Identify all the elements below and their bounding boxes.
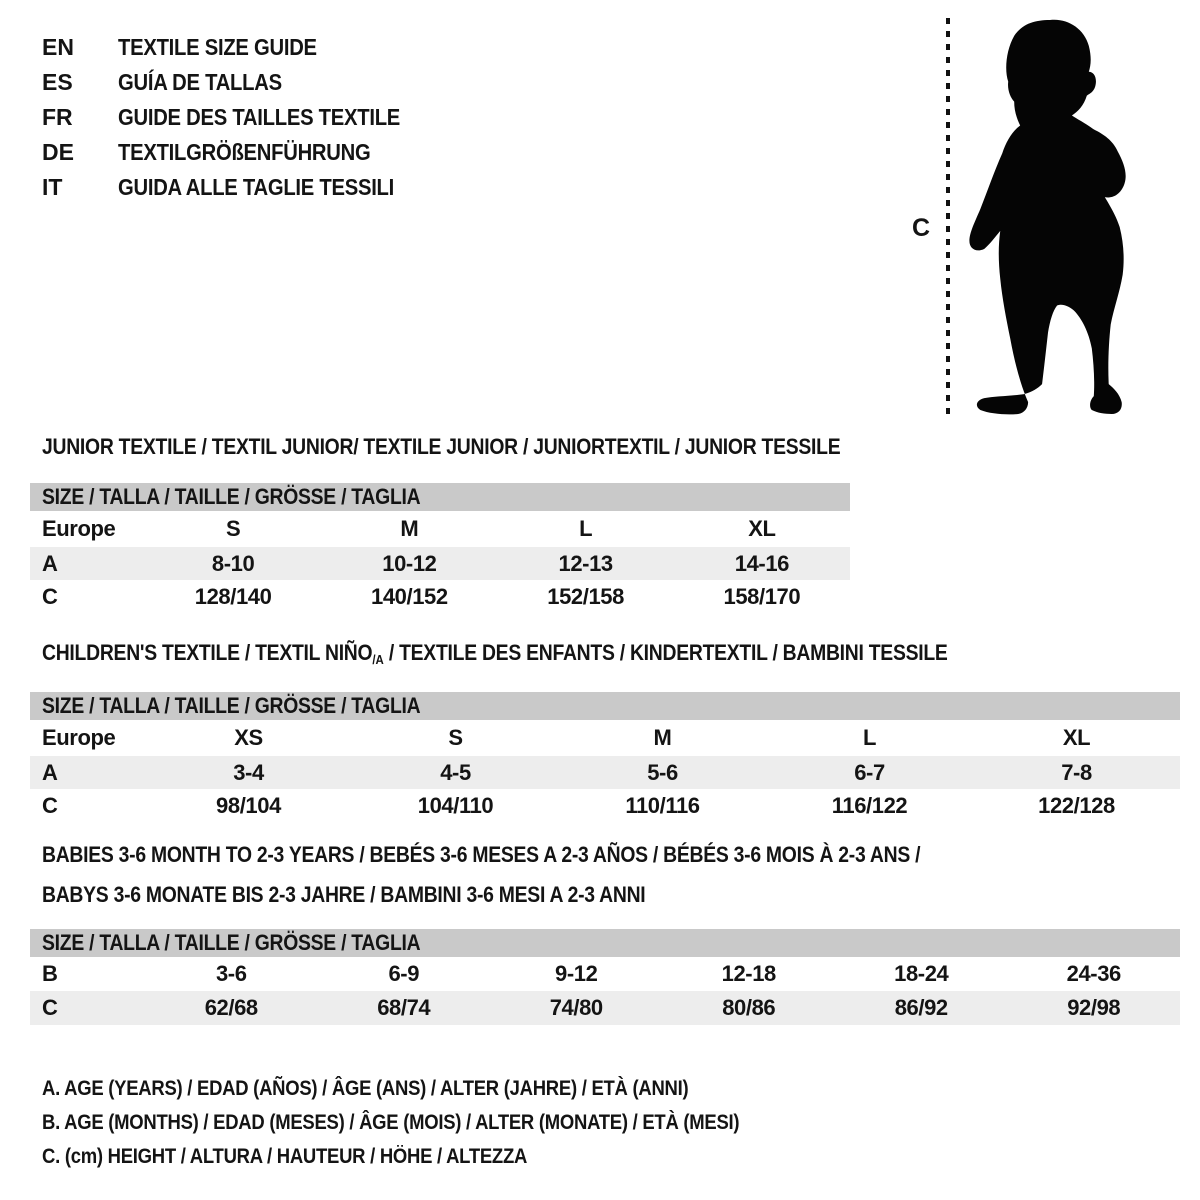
row-label: B xyxy=(42,961,58,986)
size-value: S xyxy=(225,516,241,541)
months-value: 12-18 xyxy=(721,961,776,986)
children-row-age xyxy=(30,756,1180,789)
height-value: 152/158 xyxy=(547,583,624,609)
age-value: 12-13 xyxy=(558,550,613,576)
height-value: 104/110 xyxy=(417,792,494,818)
size-value: L xyxy=(579,516,593,541)
height-value: 86/92 xyxy=(894,995,948,1020)
guide-title-en: TEXTILE SIZE GUIDE xyxy=(118,34,317,60)
size-value: XL xyxy=(1062,725,1091,750)
legend-age-months: B. AGE (MONTHS) / EDAD (MESES) / ÂGE (MOIS) / ALTER (MONATE) / ETÀ (MESI) xyxy=(42,1111,740,1134)
height-value: 122/128 xyxy=(1038,792,1115,818)
nino-a-subscript: /A xyxy=(372,652,384,667)
height-value: 68/74 xyxy=(377,995,431,1020)
language-title-list xyxy=(42,30,439,205)
height-value: 98/104 xyxy=(216,792,281,818)
babies-size-header: SIZE / TALLA / TAILLE / GRÖSSE / TAGLIA xyxy=(30,929,1180,957)
height-value: 128/140 xyxy=(194,583,272,609)
toddler-silhouette-image xyxy=(962,14,1142,422)
language-code: FR xyxy=(42,104,73,130)
age-value: 6-7 xyxy=(854,759,885,785)
children-size-table xyxy=(30,692,1180,822)
months-value: 3-6 xyxy=(215,961,247,986)
height-measure-line xyxy=(944,16,952,418)
language-code: ES xyxy=(42,69,73,95)
row-label: C xyxy=(42,995,58,1020)
age-value: 5-6 xyxy=(647,759,678,785)
row-label: Europe xyxy=(42,725,116,750)
months-value: 9-12 xyxy=(555,961,598,986)
legend xyxy=(42,1072,834,1174)
junior-section-title: JUNIOR TEXTILE / TEXTIL JUNIOR/ TEXTILE JUNIOR / JUNIORTEXTIL / JUNIOR TESSILE xyxy=(42,434,841,459)
language-row-en xyxy=(42,30,439,65)
language-code: EN xyxy=(42,34,74,60)
babies-row-height xyxy=(30,991,1180,1025)
junior-size-header: SIZE / TALLA / TAILLE / GRÖSSE / TAGLIA xyxy=(30,483,850,511)
size-value: XL xyxy=(748,516,776,541)
row-label: C xyxy=(42,583,58,609)
babies-section-title-line2: BABYS 3-6 MONATE BIS 2-3 JAHRE / BAMBINI 3-6 MESI A 2-3 ANNI xyxy=(42,882,646,907)
height-value: 140/152 xyxy=(371,583,448,609)
row-label: A xyxy=(42,550,58,576)
size-value: M xyxy=(400,516,419,541)
size-value: L xyxy=(862,725,877,750)
children-section-title: CHILDREN'S TEXTILE / TEXTIL $NIÑO_{/A}$ / TEXTILE DES ENFANTS / KINDERTEXTIL / BAMBINI TESSILE xyxy=(42,640,948,667)
language-row-es xyxy=(42,65,439,100)
language-code: IT xyxy=(42,174,63,200)
height-value: 80/86 xyxy=(722,995,776,1020)
junior-size-table xyxy=(30,483,850,613)
babies-size-table xyxy=(30,929,1180,1025)
babies-row-months xyxy=(30,957,1180,991)
height-value: 116/122 xyxy=(831,792,908,818)
height-value: 62/68 xyxy=(204,995,258,1020)
language-row-it xyxy=(42,170,439,205)
guide-title-de: TEXTILGRÖßENFÜHRUNG xyxy=(118,139,371,165)
age-value: 4-5 xyxy=(440,759,471,785)
legend-height-cm: C. (cm) HEIGHT / ALTURA / HAUTEUR / HÖHE / ALTEZZA xyxy=(42,1145,528,1168)
language-row-de xyxy=(42,135,439,170)
height-value: 158/170 xyxy=(723,583,801,609)
months-value: 24-36 xyxy=(1066,961,1121,986)
legend-age-years: A. AGE (YEARS) / EDAD (AÑOS) / ÂGE (ANS) / ALTER (JAHRE) / ETÀ (ANNI) xyxy=(42,1077,689,1100)
language-row-fr xyxy=(42,100,439,135)
junior-row-europe xyxy=(30,511,850,547)
months-value: 18-24 xyxy=(894,961,949,986)
row-label: A xyxy=(42,759,58,785)
size-value: S xyxy=(448,725,463,750)
height-value: 74/80 xyxy=(549,995,603,1020)
row-label: Europe xyxy=(42,516,116,541)
junior-row-age xyxy=(30,547,850,580)
guide-title-es: GUÍA DE TALLAS xyxy=(118,69,282,95)
measure-label-c: C xyxy=(912,214,931,242)
age-value: 8-10 xyxy=(211,550,255,576)
babies-section-title-line1: BABIES 3-6 MONTH TO 2-3 YEARS / BEBÉS 3-6 MESES A 2-3 AÑOS / BÉBÉS 3-6 MOIS À 2-3 ANS / xyxy=(42,842,921,867)
size-value: XS xyxy=(234,725,263,750)
guide-title-it: GUIDA ALLE TAGLIE TESSILI xyxy=(118,174,395,200)
guide-title-fr: GUIDE DES TAILLES TEXTILE xyxy=(118,104,401,130)
age-value: 10-12 xyxy=(382,550,437,576)
children-size-header: SIZE / TALLA / TAILLE / GRÖSSE / TAGLIA xyxy=(30,692,1180,720)
children-row-europe xyxy=(30,720,1180,756)
row-label: C xyxy=(42,792,58,818)
language-code: DE xyxy=(42,139,74,165)
size-value: M xyxy=(653,725,672,750)
junior-row-height xyxy=(30,580,850,613)
months-value: 6-9 xyxy=(388,961,420,986)
age-value: 14-16 xyxy=(734,550,790,576)
age-value: 7-8 xyxy=(1061,759,1092,785)
height-value: 110/116 xyxy=(625,792,700,818)
age-value: 3-4 xyxy=(233,759,264,785)
height-value: 92/98 xyxy=(1067,995,1121,1020)
children-row-height xyxy=(30,789,1180,822)
